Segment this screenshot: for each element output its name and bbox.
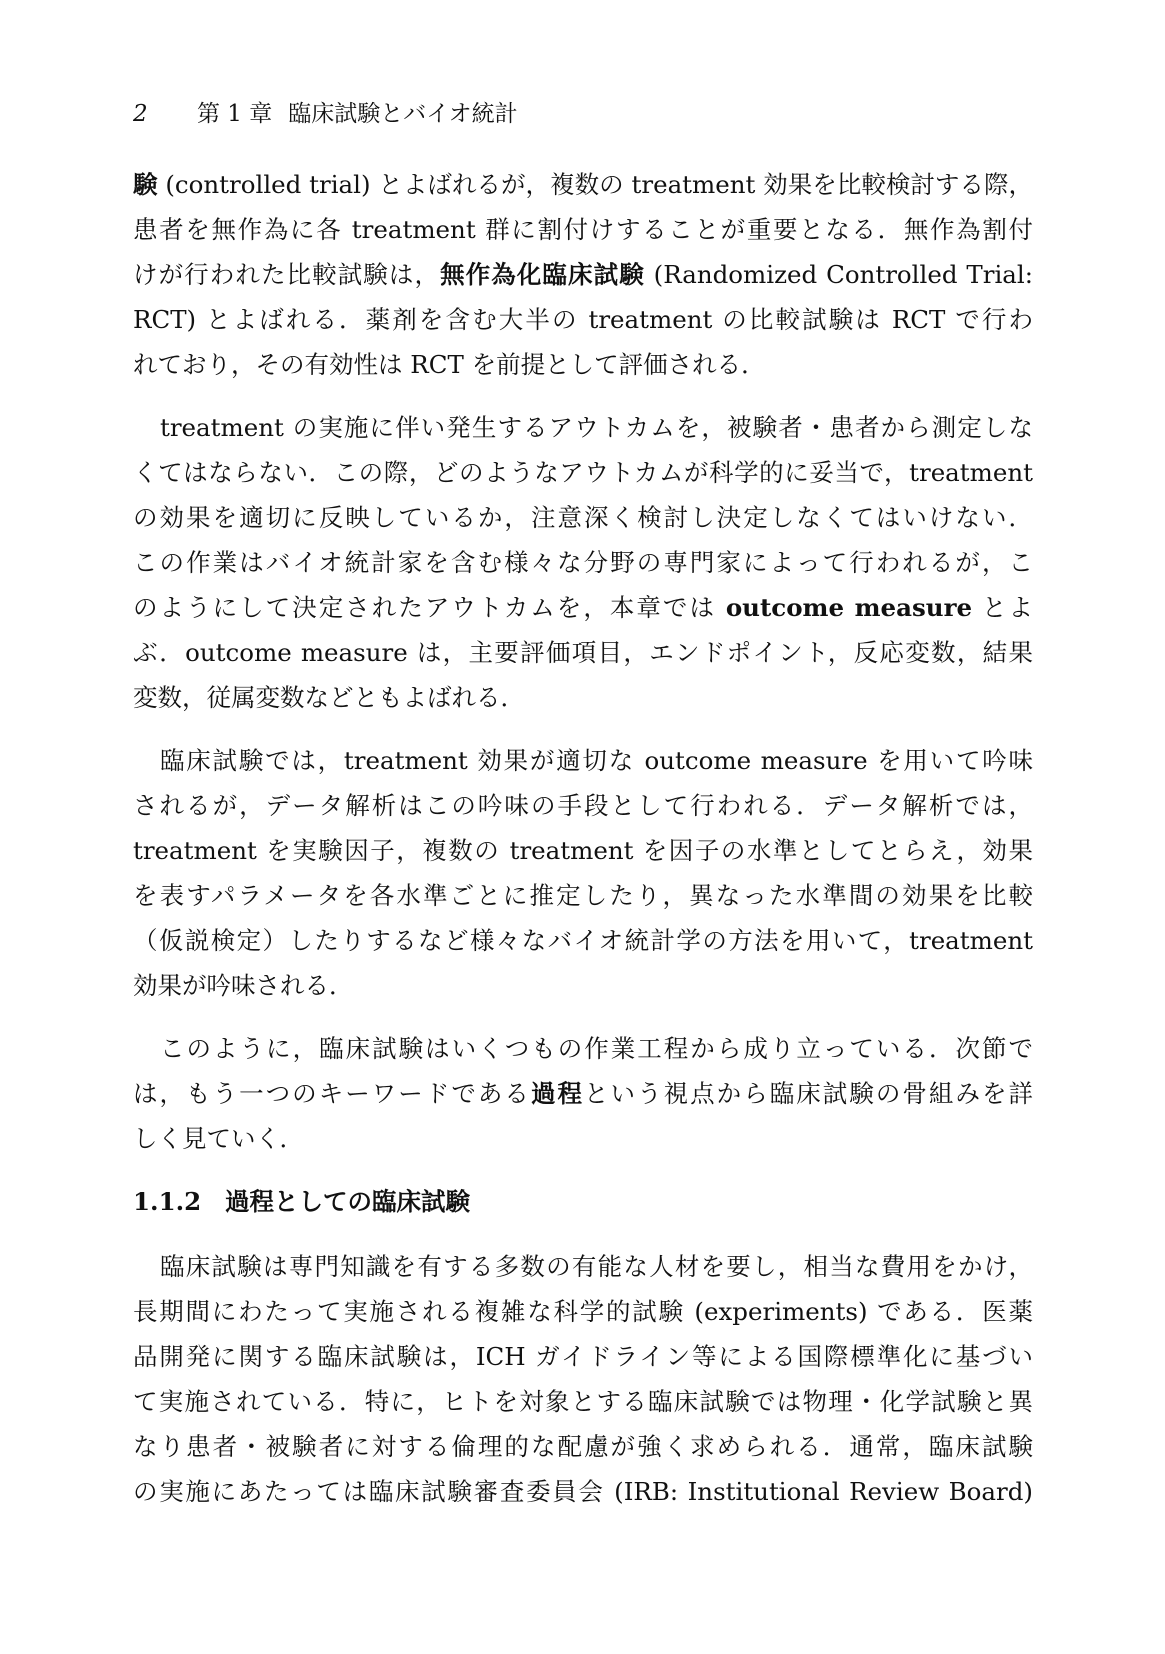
text-line: しく見ていく．	[133, 1124, 305, 1153]
text-line: 品開発に関する臨床試験は，ICH ガイドライン等による国際標準化に基づい	[133, 1342, 1033, 1371]
text-line: なり患者・被験者に対する倫理的な配慮が強く求められる．通常，臨床試験	[133, 1432, 1033, 1461]
text-line: を表すパラメータを各水準ごとに推定したり，異なった水準間の効果を比較	[133, 881, 1033, 910]
text-line: れており，その有効性は RCT を前提として評価される．	[133, 350, 766, 379]
text-line: RCT) とよばれる．薬剤を含む大半の treatment の比較試験は RCT で行わ	[133, 305, 1033, 334]
page-number: 2	[133, 101, 148, 127]
text-line: 臨床試験は専門知識を有する多数の有能な人材を要し，相当な費用をかけ，	[160, 1252, 1033, 1281]
paragraph-1	[133, 162, 1033, 387]
text-line: （仮説検定）したりするなど様々なバイオ統計学の方法を用いて，treatment	[133, 926, 1033, 955]
keyword: outcome measure	[725, 593, 973, 622]
text-line: 効果が吟味される．	[133, 971, 354, 1000]
text-line: 変数，従属変数などともよばれる．	[133, 683, 525, 712]
text-line: て実施されている．特に，ヒトを対象とする臨床試験では物理・化学試験と異	[133, 1387, 1033, 1416]
text-line: くてはならない．この際，どのようなアウトカムが科学的に妥当で，treatment	[133, 458, 1033, 487]
chapter-label: 第 1 章	[197, 101, 273, 127]
text-line: この作業はバイオ統計家を含む様々な分野の専門家によって行われるが，こ	[133, 548, 1033, 577]
section-number: 1.1.2	[133, 1187, 202, 1216]
text-line: treatment を実験因子，複数の treatment を因子の水準としてとらえ，効果	[133, 836, 1033, 865]
section-title: 過程としての臨床試験	[225, 1187, 470, 1216]
text-line: 験 (controlled trial) とよばれるが，複数の treatment 効果を比較検討する際，	[133, 170, 1034, 199]
text-line: の実施にあたっては臨床試験審査委員会 (IRB: Institutional Review Board)	[133, 1477, 1033, 1506]
chapter-title: 臨床試験とバイオ統計	[288, 101, 518, 127]
text-line: の効果を適切に反映しているか，注意深く検討し決定しなくてはいけない．	[133, 503, 1033, 532]
text-line: されるが，データ解析はこの吟味の手段として行われる．データ解析では，	[133, 791, 1033, 820]
paragraph-3	[133, 738, 1033, 1008]
text-line: は，もう一つのキーワードである過程という視点から臨床試験の骨組みを詳	[133, 1079, 1033, 1108]
paragraph-4	[133, 1026, 1033, 1161]
keyword: 無作為化臨床試験	[440, 260, 645, 289]
text-line: 臨床試験では，treatment 効果が適切な outcome measure を用いて吟味	[160, 746, 1033, 775]
text-line: このように，臨床試験はいくつもの作業工程から成り立っている．次節で	[160, 1034, 1033, 1063]
paragraph-2	[133, 405, 1033, 720]
text-line: 患者を無作為に各 treatment 群に割付けすることが重要となる．無作為割付	[133, 215, 1033, 244]
text-line: のようにして決定されたアウトカムを，本章では outcome measure とよ	[133, 593, 1033, 622]
text-line: けが行われた比較試験は，無作為化臨床試験 (Randomized Controlled Trial:	[133, 260, 1033, 289]
text-line: treatment の実施に伴い発生するアウトカムを，被験者・患者から測定しな	[160, 413, 1033, 442]
paragraph-5	[133, 1244, 1033, 1514]
body-text	[133, 162, 1033, 1532]
keyword: 験	[133, 170, 158, 199]
section-heading	[133, 1179, 1033, 1224]
keyword: 過程	[530, 1079, 585, 1108]
text-line: 長期間にわたって実施される複雑な科学的試験 (experiments) である．医薬	[133, 1297, 1033, 1326]
text-line: ぶ．outcome measure は，主要評価項目，エンドポイント，反応変数，結果	[133, 638, 1033, 667]
running-head	[133, 98, 518, 130]
